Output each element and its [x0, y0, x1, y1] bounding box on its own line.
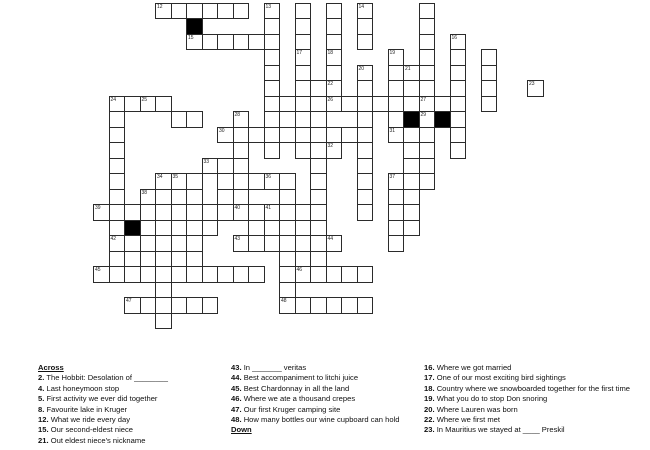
black-square	[403, 111, 420, 128]
grid-cell[interactable]	[388, 65, 405, 82]
grid-cell[interactable]	[279, 220, 296, 237]
grid-cell[interactable]	[279, 266, 296, 283]
grid-cell[interactable]	[202, 3, 219, 20]
grid-cell[interactable]	[357, 158, 374, 175]
grid-cell[interactable]	[450, 34, 467, 51]
grid-cell[interactable]	[310, 127, 327, 144]
grid-cell[interactable]	[202, 266, 219, 283]
grid-cell[interactable]	[233, 266, 250, 283]
grid-cell[interactable]	[388, 173, 405, 190]
grid-cell[interactable]	[419, 80, 436, 97]
grid-cell[interactable]	[233, 158, 250, 175]
grid-cell[interactable]	[326, 49, 343, 66]
grid-cell[interactable]	[264, 235, 281, 252]
grid-cell[interactable]	[109, 204, 126, 221]
grid-cell[interactable]	[341, 127, 358, 144]
grid-cell[interactable]	[109, 173, 126, 190]
grid-cell[interactable]	[419, 111, 436, 128]
clue-number: 14	[358, 3, 365, 10]
grid-cell[interactable]	[202, 297, 219, 314]
clue-down-22: 22. Where we first met	[424, 415, 500, 425]
grid-cell[interactable]	[279, 204, 296, 221]
grid-cell[interactable]	[109, 251, 126, 268]
grid-cell[interactable]	[264, 18, 281, 35]
grid-cell[interactable]	[388, 235, 405, 252]
clue-number: 40	[234, 205, 241, 211]
grid-cell[interactable]	[403, 220, 420, 237]
grid-cell[interactable]	[124, 266, 141, 283]
grid-cell[interactable]	[295, 3, 312, 20]
grid-cell[interactable]	[155, 235, 172, 252]
grid-cell[interactable]	[171, 235, 188, 252]
grid-cell[interactable]	[93, 266, 110, 283]
grid-cell[interactable]	[326, 80, 343, 97]
grid-cell[interactable]	[217, 127, 234, 144]
grid-cell[interactable]	[388, 220, 405, 237]
clue-number: 42	[110, 236, 117, 242]
grid-cell[interactable]	[403, 96, 420, 113]
grid-cell[interactable]	[310, 173, 327, 190]
clue-down-16: 16. Where we got married	[424, 363, 512, 372]
grid-cell[interactable]	[326, 65, 343, 82]
grid-cell[interactable]	[357, 34, 374, 51]
clue-across-44: 44. Best accompaniment to litchi juice	[231, 373, 359, 383]
grid-cell[interactable]	[248, 235, 265, 252]
grid-cell[interactable]	[341, 297, 358, 314]
grid-cell[interactable]	[295, 65, 312, 82]
grid-cell[interactable]	[450, 111, 467, 128]
grid-cell[interactable]	[233, 173, 250, 190]
black-square	[124, 220, 141, 237]
grid-cell[interactable]	[186, 189, 203, 206]
grid-cell[interactable]	[419, 34, 436, 51]
grid-cell[interactable]	[217, 189, 234, 206]
grid-cell[interactable]	[310, 158, 327, 175]
grid-cell[interactable]	[140, 96, 157, 113]
grid-cell[interactable]	[310, 220, 327, 237]
grid-cell[interactable]	[450, 80, 467, 97]
grid-cell[interactable]	[264, 65, 281, 82]
grid-cell[interactable]	[295, 18, 312, 35]
grid-cell[interactable]	[109, 111, 126, 128]
clue-number: 36	[265, 174, 272, 180]
grid-cell[interactable]	[357, 3, 374, 20]
grid-cell[interactable]	[109, 158, 126, 175]
grid-cell[interactable]	[310, 297, 327, 314]
grid-cell[interactable]	[233, 189, 250, 206]
grid-cell[interactable]	[248, 220, 265, 237]
across-heading: Across	[38, 363, 64, 372]
grid-cell[interactable]	[388, 189, 405, 206]
grid-cell[interactable]	[109, 142, 126, 159]
grid-cell[interactable]	[326, 235, 343, 252]
grid-cell[interactable]	[109, 266, 126, 283]
grid-cell[interactable]	[186, 266, 203, 283]
grid-cell[interactable]	[93, 204, 110, 221]
grid-cell[interactable]	[140, 266, 157, 283]
grid-cell[interactable]	[264, 127, 281, 144]
clue-number: 15	[188, 34, 194, 41]
clue-down-23: 23. In Mauritius we stayed at ____ Preskil	[424, 425, 565, 435]
grid-cell[interactable]	[295, 127, 312, 144]
grid-cell[interactable]	[264, 34, 281, 51]
grid-cell[interactable]	[233, 34, 250, 51]
grid-cell[interactable]	[434, 96, 451, 113]
clue-across-45: 45. Best Chardonnay in all the land	[231, 383, 350, 393]
clue-number: 18	[327, 50, 334, 56]
clue-number: 38	[141, 189, 148, 196]
clue-number: 29	[420, 112, 427, 118]
clue-across-5: 5. First activity we ever did together	[38, 394, 158, 404]
grid-cell[interactable]	[295, 80, 312, 97]
grid-cell[interactable]	[124, 235, 141, 252]
grid-cell[interactable]	[264, 80, 281, 97]
grid-cell[interactable]	[419, 65, 436, 82]
clue-number: 20	[358, 65, 365, 72]
grid-cell[interactable]	[233, 127, 250, 144]
clue-number: 43	[234, 236, 241, 242]
grid-cell[interactable]	[186, 251, 203, 268]
grid-cell[interactable]	[388, 127, 405, 144]
grid-cell[interactable]	[248, 127, 265, 144]
clue-across-46: 46. Where we ate a thousand crepes	[231, 394, 356, 404]
grid-cell[interactable]	[310, 266, 327, 283]
grid-cell[interactable]	[341, 96, 358, 113]
grid-cell[interactable]	[419, 173, 436, 190]
clue-across-15: 15. Our second-eldest niece	[38, 425, 133, 435]
grid-cell[interactable]	[419, 3, 436, 20]
grid-cell[interactable]	[217, 158, 234, 175]
grid-cell[interactable]	[279, 189, 296, 206]
grid-cell[interactable]	[217, 173, 234, 190]
clue-column-2	[231, 363, 416, 436]
clue-number: 41	[265, 205, 272, 211]
grid-cell[interactable]	[403, 204, 420, 221]
grid-cell[interactable]	[233, 111, 250, 128]
grid-cell[interactable]	[171, 220, 188, 237]
grid-cell[interactable]	[140, 251, 157, 268]
grid-cell[interactable]	[388, 111, 405, 128]
clue-number: 21	[405, 65, 411, 72]
clue-number: 33	[203, 158, 210, 165]
grid-cell[interactable]	[248, 34, 265, 51]
grid-cell[interactable]	[326, 3, 343, 20]
grid-cell[interactable]	[186, 111, 203, 128]
clue-number: 12	[157, 3, 163, 10]
grid-cell[interactable]	[481, 80, 498, 97]
grid-cell[interactable]	[155, 251, 172, 268]
clue-column-1	[38, 363, 223, 446]
grid-cell[interactable]	[264, 111, 281, 128]
grid-cell[interactable]	[326, 34, 343, 51]
clue-number: 28	[234, 112, 241, 118]
grid-cell[interactable]	[233, 3, 250, 20]
grid-cell[interactable]	[372, 96, 389, 113]
grid-cell[interactable]	[186, 3, 203, 20]
clue-number: 39	[95, 205, 101, 211]
grid-cell[interactable]	[202, 34, 219, 51]
grid-cell[interactable]	[186, 220, 203, 237]
grid-cell[interactable]	[155, 189, 172, 206]
clue-column-3	[424, 363, 636, 436]
grid-cell[interactable]	[357, 65, 374, 82]
grid-cell[interactable]	[527, 80, 544, 97]
grid-cell[interactable]	[295, 266, 312, 283]
grid-cell[interactable]	[450, 96, 467, 113]
grid-cell[interactable]	[279, 127, 296, 144]
grid-cell[interactable]	[171, 189, 188, 206]
grid-cell[interactable]	[388, 96, 405, 113]
grid-cell[interactable]	[357, 80, 374, 97]
grid-cell[interactable]	[357, 96, 374, 113]
grid-cell[interactable]	[279, 282, 296, 299]
clue-number: 48	[281, 298, 287, 304]
clue-number: 26	[327, 96, 334, 103]
clue-number: 19	[389, 50, 396, 56]
grid-cell[interactable]	[140, 189, 157, 206]
grid-cell[interactable]	[357, 142, 374, 159]
grid-cell[interactable]	[295, 96, 312, 113]
grid-cell[interactable]	[357, 18, 374, 35]
grid-cell[interactable]	[357, 204, 374, 221]
grid-cell[interactable]	[124, 204, 141, 221]
clue-across-2: 2. The Hobbit: Desolation of ________	[38, 373, 168, 383]
grid-cell[interactable]	[295, 142, 312, 159]
grid-cell[interactable]	[140, 220, 157, 237]
clue-number: 31	[389, 127, 396, 134]
grid-cell[interactable]	[481, 49, 498, 66]
black-square	[434, 111, 451, 128]
grid-cell[interactable]	[233, 142, 250, 159]
clue-across-21: 21. Out eldest niece's nickname	[38, 435, 146, 445]
grid-cell[interactable]	[233, 235, 250, 252]
grid-cell[interactable]	[419, 96, 436, 113]
grid-cell[interactable]	[310, 204, 327, 221]
grid-cell[interactable]	[310, 235, 327, 252]
grid-cell[interactable]	[357, 266, 374, 283]
grid-cell[interactable]	[264, 3, 281, 20]
grid-cell[interactable]	[109, 220, 126, 237]
clue-across-12: 12. What we ride every day	[38, 415, 131, 425]
clue-number: 22	[327, 81, 334, 87]
grid-cell[interactable]	[248, 266, 265, 283]
grid-cell[interactable]	[388, 80, 405, 97]
grid-cell[interactable]	[295, 49, 312, 66]
grid-cell[interactable]	[202, 158, 219, 175]
clue-number: 17	[296, 50, 303, 56]
grid-cell[interactable]	[279, 96, 296, 113]
clue-down-20: 20. Where Lauren was born	[424, 404, 518, 414]
clue-number: 30	[219, 127, 225, 134]
grid-cell[interactable]	[326, 297, 343, 314]
grid-cell[interactable]	[171, 204, 188, 221]
grid-cell[interactable]	[264, 204, 281, 221]
grid-cell[interactable]	[155, 282, 172, 299]
black-square	[186, 18, 203, 35]
grid-cell[interactable]	[310, 189, 327, 206]
clue-number: 35	[172, 174, 179, 180]
grid-cell[interactable]	[341, 266, 358, 283]
clue-across-8: 8. Favourite lake in Kruger	[38, 404, 128, 414]
grid-cell[interactable]	[248, 204, 265, 221]
grid-cell[interactable]	[155, 96, 172, 113]
grid-cell[interactable]	[357, 173, 374, 190]
grid-cell[interactable]	[419, 49, 436, 66]
grid-cell[interactable]	[326, 127, 343, 144]
grid-cell[interactable]	[155, 173, 172, 190]
grid-cell[interactable]	[155, 297, 172, 314]
clue-number: 47	[126, 298, 132, 304]
grid-cell[interactable]	[109, 96, 126, 113]
grid-cell[interactable]	[202, 220, 219, 237]
grid-cell[interactable]	[310, 251, 327, 268]
grid-cell[interactable]	[481, 96, 498, 113]
grid-cell[interactable]	[202, 204, 219, 221]
grid-cell[interactable]	[310, 96, 327, 113]
grid-cell[interactable]	[326, 96, 343, 113]
clue-across-4: 4. Last honeymoon stop	[38, 383, 120, 393]
clue-down-17: 17. One of our most exciting bird sightings	[424, 373, 566, 383]
grid-cell[interactable]	[155, 3, 172, 20]
grid-cell[interactable]	[388, 49, 405, 66]
clue-number: 45	[95, 267, 101, 273]
grid-cell[interactable]	[217, 34, 234, 51]
clue-down-18: 18. Country where we snowboarded together for the first time	[424, 383, 631, 393]
grid-cell[interactable]	[403, 65, 420, 82]
clue-list	[38, 363, 638, 450]
grid-cell[interactable]	[155, 313, 172, 330]
grid-cell[interactable]	[124, 96, 141, 113]
grid-cell[interactable]	[419, 142, 436, 159]
grid-cell[interactable]	[419, 18, 436, 35]
clue-number: 23	[529, 81, 535, 87]
clue-number: 46	[296, 267, 303, 273]
grid-cell[interactable]	[295, 235, 312, 252]
grid-cell[interactable]	[310, 80, 327, 97]
grid-cell[interactable]	[403, 142, 420, 159]
grid-cell[interactable]	[403, 173, 420, 190]
grid-cell[interactable]	[279, 251, 296, 268]
grid-cell[interactable]	[186, 173, 203, 190]
grid-cell[interactable]	[403, 158, 420, 175]
grid-cell[interactable]	[264, 142, 281, 159]
grid-cell[interactable]	[388, 204, 405, 221]
clue-down-19: 19. What you do to stop Don snoring	[424, 394, 548, 404]
grid-cell[interactable]	[109, 127, 126, 144]
grid-cell[interactable]	[186, 34, 203, 51]
grid-cell[interactable]	[140, 204, 157, 221]
grid-cell[interactable]	[264, 49, 281, 66]
grid-cell[interactable]	[264, 173, 281, 190]
grid-cell[interactable]	[217, 266, 234, 283]
grid-cell[interactable]	[357, 297, 374, 314]
grid-cell[interactable]	[171, 173, 188, 190]
grid-cell[interactable]	[109, 235, 126, 252]
grid-cell[interactable]	[186, 204, 203, 221]
grid-cell[interactable]	[279, 297, 296, 314]
clue-across-48: 48. How many bottles our wine cupboard can hold	[231, 415, 400, 425]
grid-cell[interactable]	[171, 297, 188, 314]
grid-cell[interactable]	[450, 65, 467, 82]
grid-cell[interactable]	[186, 235, 203, 252]
grid-cell[interactable]	[233, 204, 250, 221]
grid-cell[interactable]	[171, 251, 188, 268]
grid-cell[interactable]	[109, 189, 126, 206]
grid-cell[interactable]	[124, 297, 141, 314]
grid-cell[interactable]	[450, 142, 467, 159]
clue-number: 16	[451, 34, 458, 41]
grid-cell[interactable]	[403, 189, 420, 206]
grid-cell[interactable]	[295, 204, 312, 221]
grid-cell[interactable]	[217, 3, 234, 20]
grid-cell[interactable]	[295, 297, 312, 314]
grid-cell[interactable]	[279, 235, 296, 252]
grid-cell[interactable]	[171, 111, 188, 128]
clue-number: 34	[157, 174, 163, 180]
grid-cell[interactable]	[155, 204, 172, 221]
grid-cell[interactable]	[450, 127, 467, 144]
grid-cell[interactable]	[419, 158, 436, 175]
clue-across-43: 43. In _______ veritas	[231, 363, 307, 372]
grid-cell[interactable]	[155, 266, 172, 283]
clue-number: 27	[420, 96, 427, 103]
grid-cell[interactable]	[450, 49, 467, 66]
clue-number: 37	[389, 174, 396, 180]
down-heading: Down	[231, 425, 252, 435]
grid-cell[interactable]	[171, 3, 188, 20]
grid-cell[interactable]	[140, 235, 157, 252]
grid-cell[interactable]	[217, 204, 234, 221]
grid-cell[interactable]	[403, 127, 420, 144]
clue-number: 13	[265, 3, 272, 10]
clue-number: 32	[327, 143, 334, 149]
grid-cell[interactable]	[357, 189, 374, 206]
grid-cell[interactable]	[326, 266, 343, 283]
grid-cell[interactable]	[186, 297, 203, 314]
grid-cell[interactable]	[264, 96, 281, 113]
clue-number: 44	[327, 236, 334, 242]
clue-number: 25	[141, 96, 148, 103]
grid-cell[interactable]	[403, 80, 420, 97]
clue-across-47: 47. Our first Kruger camping site	[231, 404, 341, 414]
clue-number: 24	[110, 96, 117, 103]
grid-cell[interactable]	[171, 266, 188, 283]
grid-cell[interactable]	[248, 173, 265, 190]
grid-cell[interactable]	[310, 111, 327, 128]
grid-cell[interactable]	[326, 142, 343, 159]
grid-cell[interactable]	[155, 220, 172, 237]
grid-cell[interactable]	[310, 142, 327, 159]
grid-cell[interactable]	[295, 111, 312, 128]
grid-cell[interactable]	[279, 173, 296, 190]
grid-cell[interactable]	[140, 297, 157, 314]
grid-cell[interactable]	[357, 111, 374, 128]
grid-cell[interactable]	[295, 34, 312, 51]
grid-cell[interactable]	[326, 18, 343, 35]
grid-cell[interactable]	[419, 127, 436, 144]
grid-cell[interactable]	[481, 65, 498, 82]
grid-cell[interactable]	[357, 127, 374, 144]
